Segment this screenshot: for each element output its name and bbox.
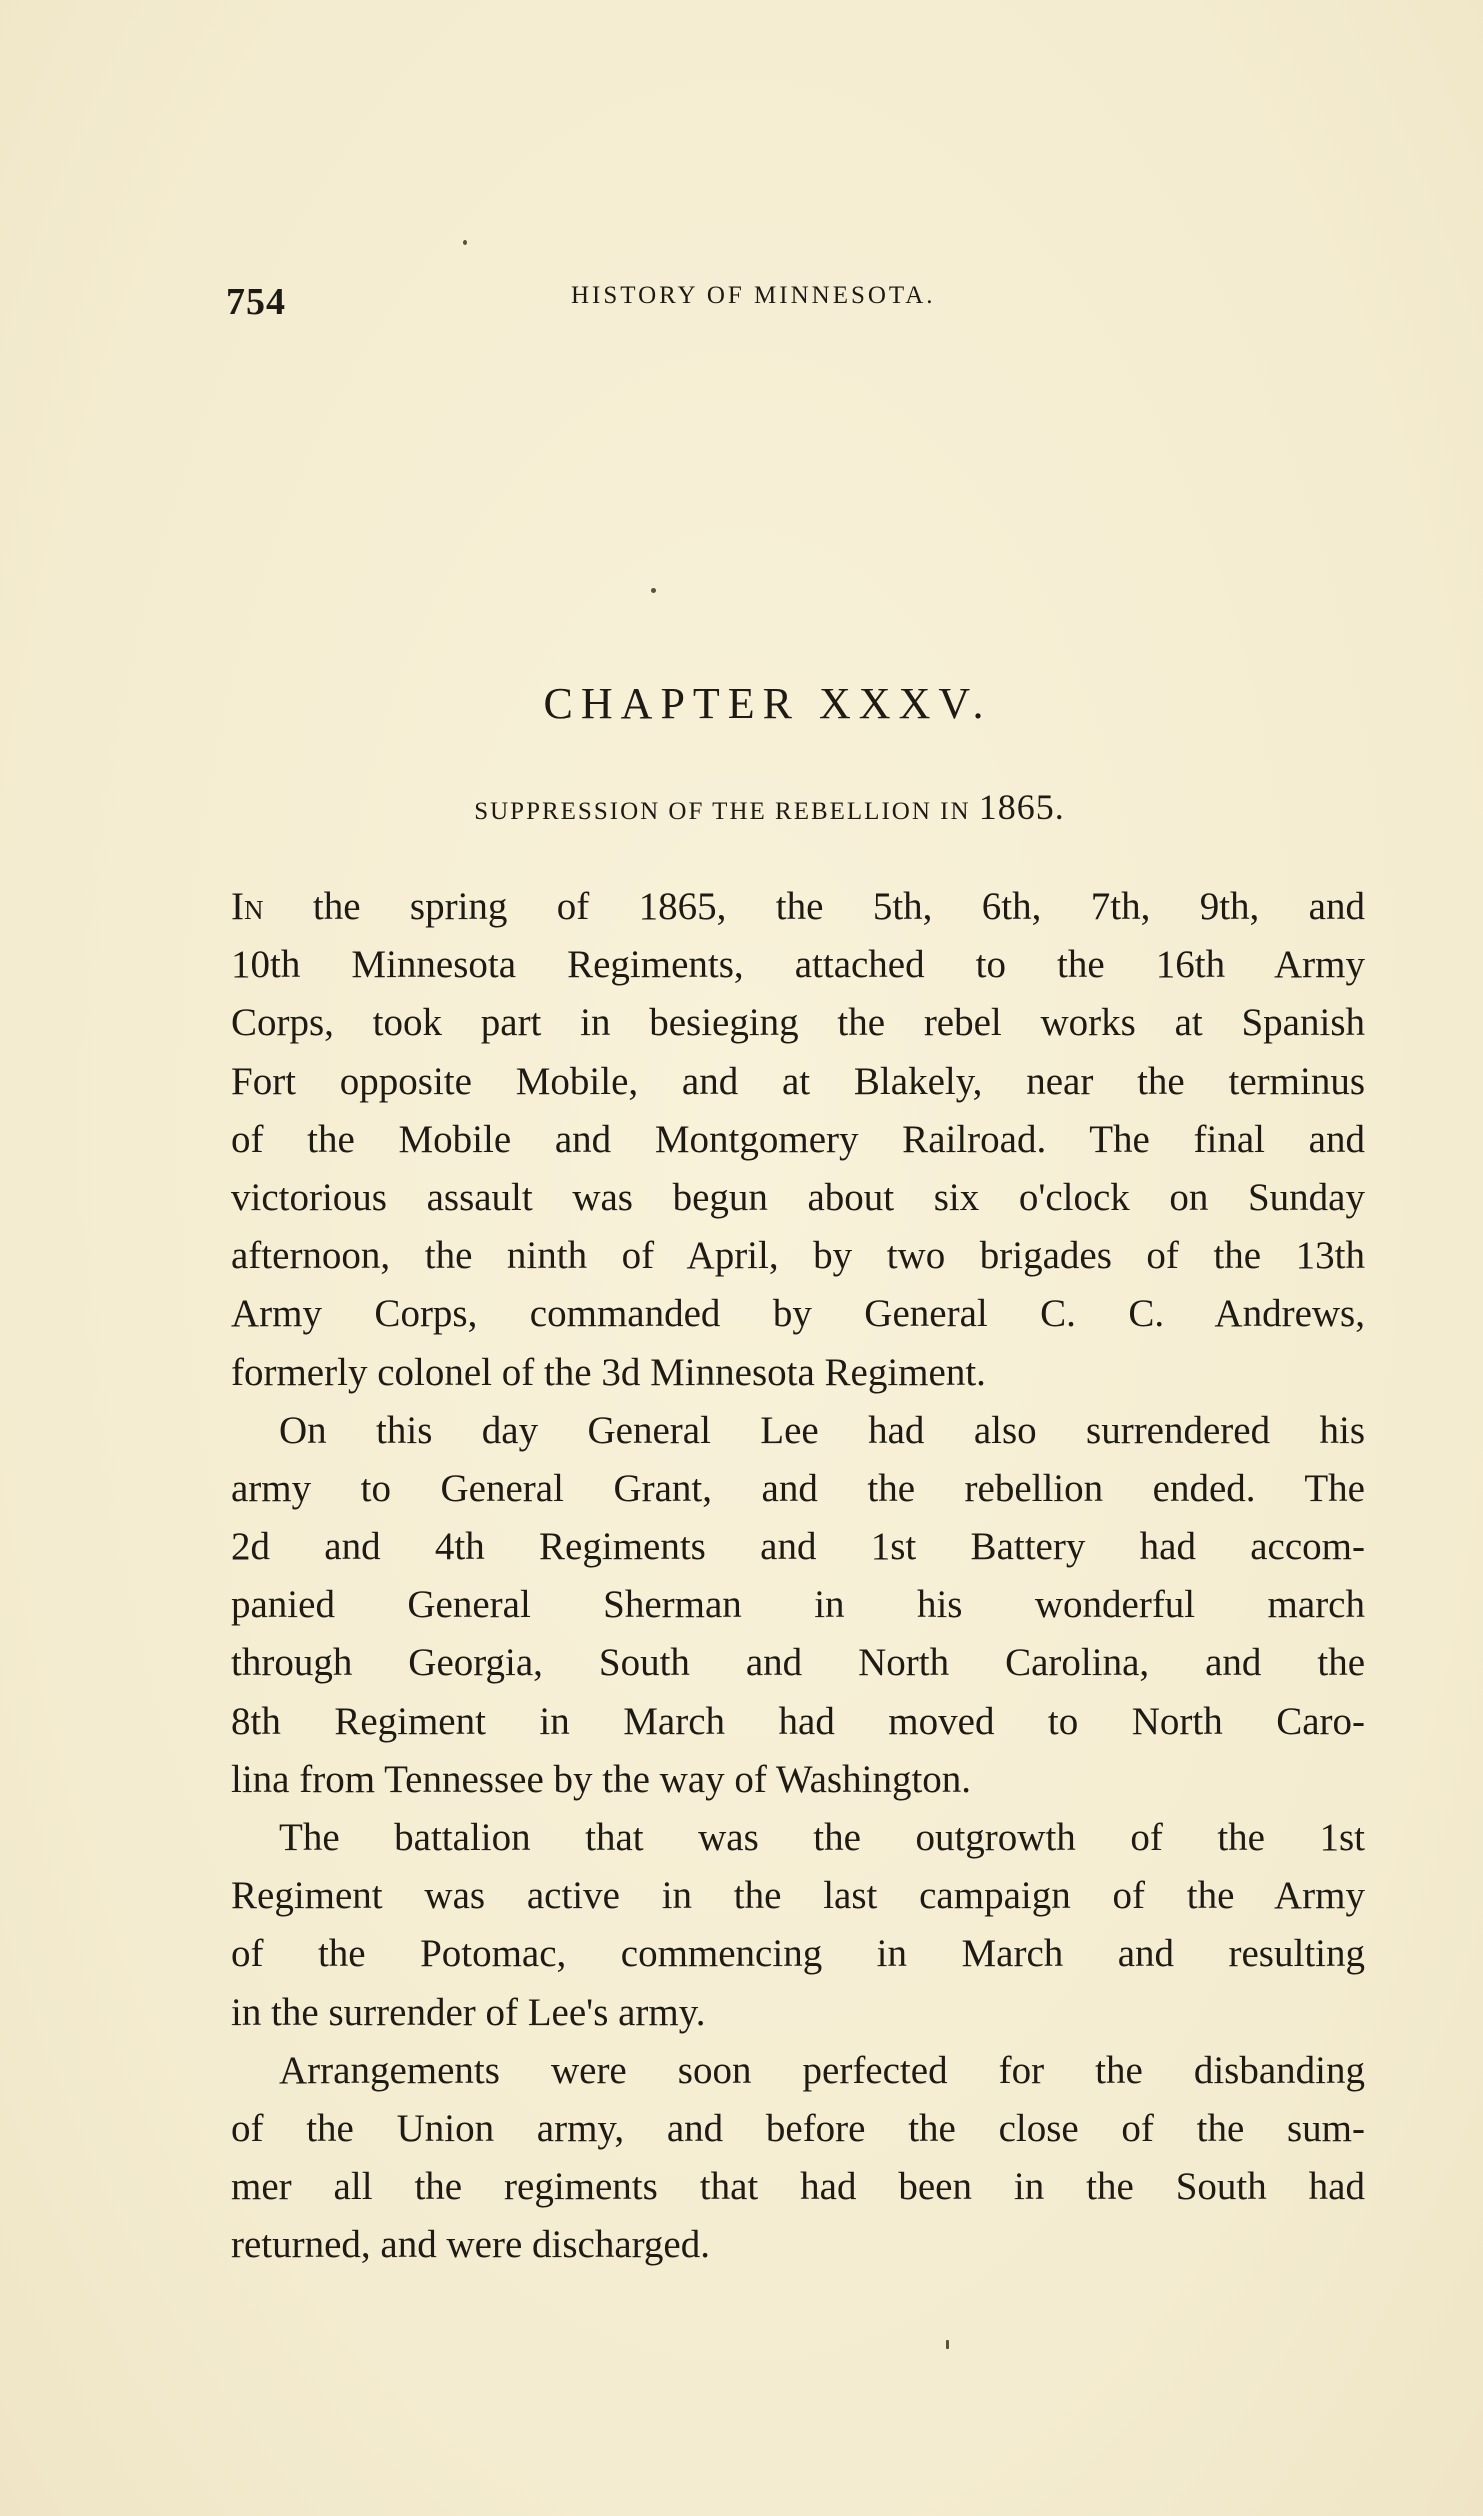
page-number: 754 <box>226 281 286 323</box>
paragraph <box>231 878 1365 1402</box>
first-word: In <box>231 885 264 928</box>
paragraph <box>231 1809 1365 2042</box>
text-line: 2d and 4th Regiments and 1st Battery had accom- <box>231 1525 1365 1569</box>
text-line: Corps, took part in besieging the rebel works at Spanish <box>231 1001 1365 1045</box>
text-line: army to General Grant, and the rebellion ended. The <box>231 1466 1365 1510</box>
chapter-title: CHAPTER XXXV. <box>543 679 992 728</box>
text-line: of the Potomac, commencing in March and resulting <box>231 1932 1365 1976</box>
text-line: On this day General Lee had also surrendered his <box>279 1408 1365 1452</box>
text-line: Army Corps, commanded by General C. C. Andrews, <box>231 1292 1365 1336</box>
ink-speck <box>946 2340 949 2349</box>
text-line: The battalion that was the outgrowth of the 1st <box>279 1816 1365 1859</box>
chapter-subtitle-year: 1865. <box>978 787 1065 827</box>
text-line <box>231 878 1365 936</box>
ink-speck <box>651 588 656 593</box>
text-line: Regiment was active in the last campaign of the Army <box>231 1874 1365 1918</box>
paragraph <box>231 1402 1365 1809</box>
text-line: Arrangements were soon perfected for the disbanding <box>279 2048 1365 2092</box>
text-line: Fort opposite Mobile, and at Blakely, near the terminus <box>231 1059 1365 1103</box>
text-line: panied General Sherman in his wonderful march <box>231 1583 1365 1627</box>
text-line: of the Union army, and before the close of the sum- <box>231 2106 1365 2150</box>
text-line: of the Mobile and Montgomery Railroad. The final and <box>231 1117 1365 1161</box>
body-text <box>231 878 1365 2275</box>
text-line: afternoon, the ninth of April, by two brigades of the 13th <box>231 1234 1365 1278</box>
chapter-subtitle <box>0 786 1483 828</box>
first-line-rest: the spring of 1865, the 5th, 6th, 7th, 9th, and <box>263 885 1365 928</box>
chapter-subtitle-text: SUPPRESSION OF THE REBELLION IN <box>474 798 971 825</box>
text-line: through Georgia, South and North Carolina, and the <box>231 1641 1365 1685</box>
text-line: formerly colonel of the 3d Minnesota Regiment. <box>231 1350 986 1394</box>
text-line: mer all the regiments that had been in the South had <box>231 2165 1365 2209</box>
text-line: in the surrender of Lee's army. <box>231 1990 706 2034</box>
text-line: 10th Minnesota Regiments, attached to the 16th Army <box>231 943 1365 987</box>
text-line: returned, and were discharged. <box>231 2223 710 2267</box>
text-line: 8th Regiment in March had moved to North Caro- <box>231 1699 1365 1743</box>
paragraph <box>231 2042 1365 2275</box>
running-title: HISTORY OF MINNESOTA. <box>571 282 936 309</box>
text-line: victorious assault was begun about six o'clock on Sunday <box>231 1175 1365 1219</box>
running-head <box>226 276 1016 326</box>
text-line: lina from Tennessee by the way of Washington. <box>231 1757 972 1801</box>
ink-speck <box>463 240 467 245</box>
